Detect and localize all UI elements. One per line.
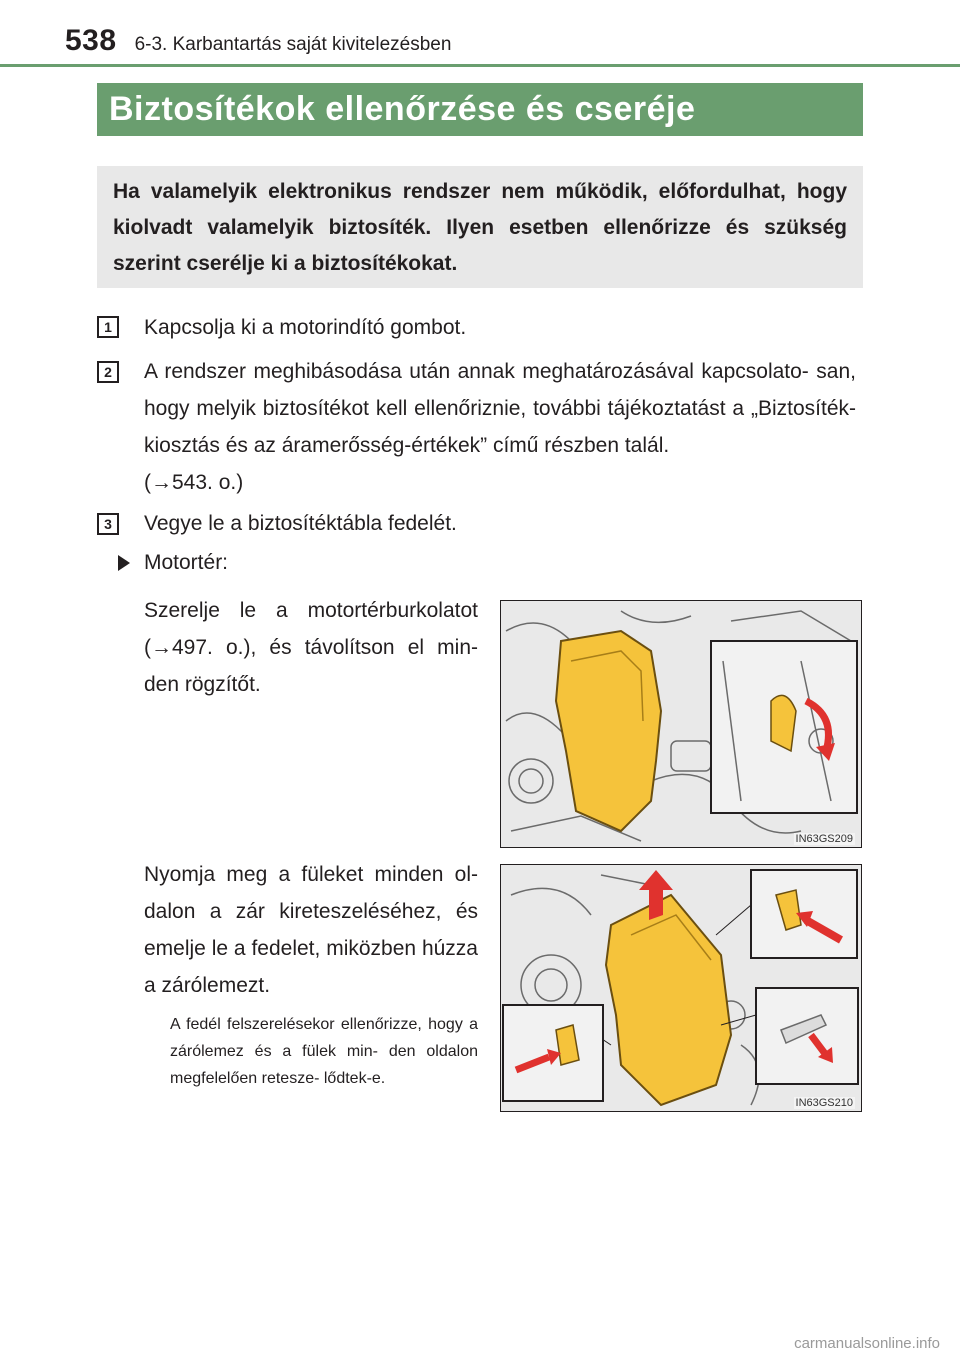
instruction-1-line: Szerelje le a motortérburkolatot: [144, 599, 478, 622]
engine-bay-illustration: [501, 601, 861, 847]
note-line: den oldalon megfelelően retesze-: [170, 1043, 479, 1087]
fuse-box-illustration: [501, 865, 861, 1111]
instruction-2-line: emelje le a fedelet, miközben: [144, 937, 417, 960]
page-number: 538: [65, 24, 117, 57]
step-number-2: 2: [97, 361, 119, 383]
instruction-2: [144, 856, 478, 1004]
instruction-2-line: Nyomja meg a füleket minden ol-: [144, 863, 478, 886]
step-2-line: A rendszer meghibásodása után annak meghatározásával kapcsolato-: [144, 360, 809, 383]
note-line: A fedél felszerelésekor ellenőrizze,: [170, 1016, 422, 1033]
intro-text: [113, 174, 847, 282]
bullet-motorter: [118, 551, 228, 575]
step-number-1: 1: [97, 316, 119, 338]
intro-line: kiolvadt valamelyik biztosíték. Ilyen esetben ellenőrizze és szükség: [113, 216, 847, 239]
step-2-text: [144, 353, 856, 501]
instruction-1-line: den rögzítőt.: [144, 673, 261, 696]
step-2-page-ref: (→543. o.): [144, 471, 244, 494]
intro-line: Ha valamelyik elektronikus rendszer nem működik, előfordulhat, hogy: [113, 180, 847, 203]
section-title-bar: [97, 83, 863, 136]
instruction-2-line: húzza a zárólemezt.: [144, 937, 478, 997]
triangle-bullet-icon: [118, 555, 130, 571]
instruction-1: [144, 592, 478, 703]
page-header: [65, 24, 451, 58]
step-3-text: Vegye le a biztosítéktábla fedelét.: [144, 512, 457, 535]
intro-line: szerint cserélje ki a biztosítékokat.: [113, 252, 458, 275]
chapter-title: 6-3. Karbantartás saját kivitelezésben: [134, 34, 452, 55]
note-text: [170, 1011, 478, 1092]
note-line: hogy a zárólemez és a fülek min-: [170, 1016, 478, 1060]
step-1-text: Kapcsolja ki a motorindító gombot.: [144, 316, 467, 339]
section-title: Biztosítékok ellenőrzése és cseréje: [109, 90, 696, 128]
step-number-3: 3: [97, 513, 119, 535]
bullet-label: Motortér:: [144, 551, 229, 574]
step-2-line: san, hogy melyik biztosítékot kell ellenőriznie, további tájékoztatást a: [144, 360, 856, 420]
figure-code: IN63GS210: [795, 1097, 853, 1109]
instruction-2-line: dalon a zár kireteszeléséhez, és: [144, 900, 478, 923]
header-rule: [0, 64, 960, 67]
step-2-line: „Biztosíték-kiosztás és az áramerősség-értékek” című részben talál.: [144, 397, 856, 457]
instruction-1-line: (→497. o.), és távolítson el min-: [144, 636, 478, 659]
intro-box: [97, 166, 863, 288]
figure-engine-cover: [500, 600, 862, 848]
watermark: carmanualsonline.info: [794, 1335, 940, 1352]
figure-code: IN63GS209: [795, 833, 853, 845]
note-line: lődtek-e.: [323, 1070, 386, 1087]
figure-fuse-box-cover: [500, 864, 862, 1112]
